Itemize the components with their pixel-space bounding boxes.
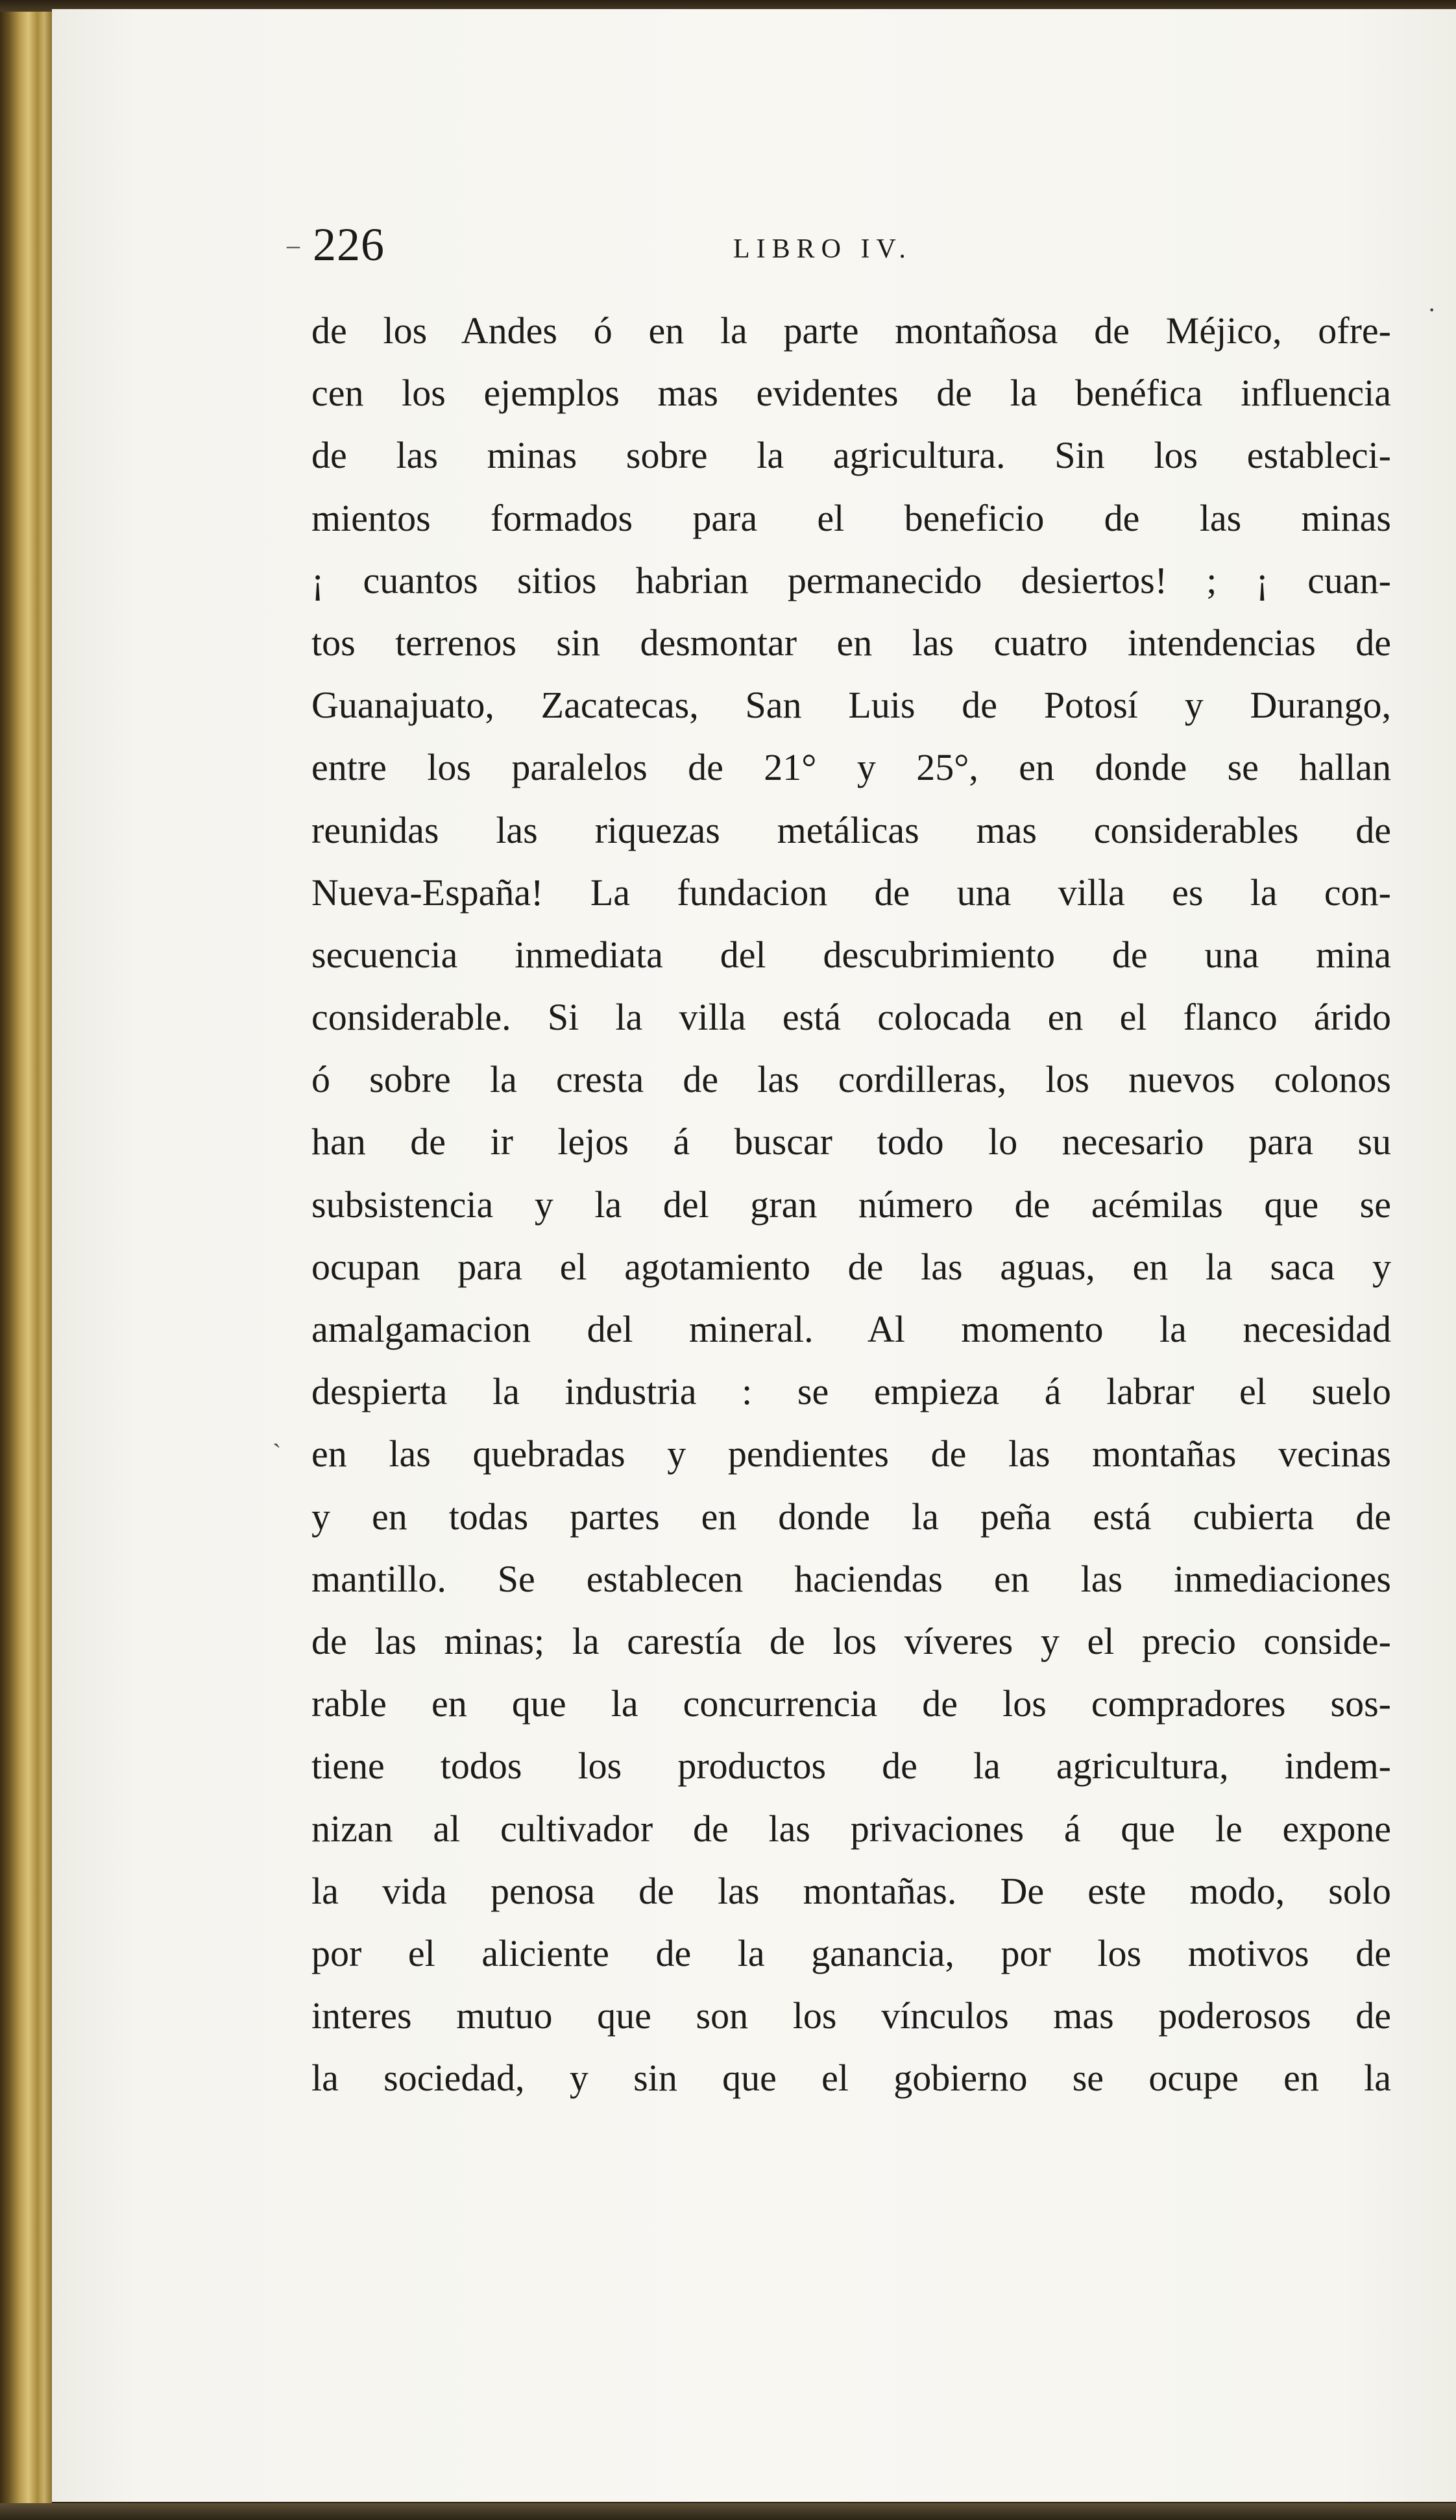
text-line: ó sobre la cresta de las cordilleras, los nuevos colonos: [311, 1058, 1391, 1101]
book-edge-bottom: [0, 2503, 1456, 2520]
text-line: amalgamacion del mineral. Al momento la necesidad: [311, 1308, 1391, 1350]
running-head: LIBRO IV.: [733, 234, 912, 264]
text-line: mientos formados para el beneficio de las minas: [311, 496, 1391, 539]
text-line: han de ir lejos á buscar todo lo necesario para su: [311, 1121, 1391, 1163]
body-text: [311, 300, 1391, 2109]
text-line: tos terrenos sin desmontar en las cuatro intendencias de: [311, 621, 1391, 664]
text-line: tiene todos los productos de la agricultura, indem-: [311, 1745, 1391, 1787]
text-line: subsistencia y la del gran número de acémilas que se: [311, 1183, 1391, 1226]
text-line: la sociedad, y sin que el gobierno se ocupe en la: [311, 2057, 1391, 2100]
text-line: de los Andes ó en la parte montañosa de Méjico, ofre-: [311, 309, 1391, 352]
book-edge-left: [0, 0, 52, 2520]
text-line: por el aliciente de la ganancia, por los motivos de: [311, 1932, 1391, 1974]
text-line: despierta la industria : se empieza á labrar el suelo: [311, 1370, 1391, 1413]
text-line: mantillo. Se establecen haciendas en las inmediaciones: [311, 1557, 1391, 1600]
text-line: de las minas sobre la agricultura. Sin los estableci-: [311, 434, 1391, 477]
book-page: [52, 9, 1456, 2502]
text-line: considerable. Si la villa está colocada en el flanco árido: [311, 996, 1391, 1039]
margin-tick-mark: ˋ: [273, 1438, 282, 1468]
text-line: en las quebradas y pendientes de las montañas vecinas: [311, 1433, 1391, 1475]
text-line: interes mutuo que son los vínculos mas poderosos de: [311, 1994, 1391, 2037]
text-line: y en todas partes en donde la peña está cubierta de: [311, 1495, 1391, 1538]
text-line: ¡ cuantos sitios habrian permanecido desiertos! ; ¡ cuan-: [311, 559, 1391, 601]
text-line: rable en que la concurrencia de los compradores sos-: [311, 1682, 1391, 1725]
text-line: entre los paralelos de 21° y 25°, en donde se hallan: [311, 746, 1391, 789]
margin-dash-mark: –: [287, 230, 300, 260]
text-line: secuencia inmediata del descubrimiento de una mina: [311, 933, 1391, 976]
text-line: reunidas las riquezas metálicas mas considerables de: [311, 808, 1391, 851]
margin-dot-mark: ·: [1427, 295, 1437, 324]
text-line: de las minas; la carestía de los víveres y el precio conside-: [311, 1619, 1391, 1662]
text-line: nizan al cultivador de las privaciones á que le expone: [311, 1807, 1391, 1850]
text-line: la vida penosa de las montañas. De este modo, solo: [311, 1869, 1391, 1912]
text-line: ocupan para el agotamiento de las aguas, en la saca y: [311, 1245, 1391, 1288]
text-line: cen los ejemplos mas evidentes de la benéfica influencia: [311, 372, 1391, 415]
page-number: 226: [313, 219, 385, 271]
text-line: Guanajuato, Zacatecas, San Luis de Potosí y Durango,: [311, 684, 1391, 727]
page-header: [52, 9, 1456, 269]
text-line: Nueva-España! La fundacion de una villa es la con-: [311, 871, 1391, 914]
